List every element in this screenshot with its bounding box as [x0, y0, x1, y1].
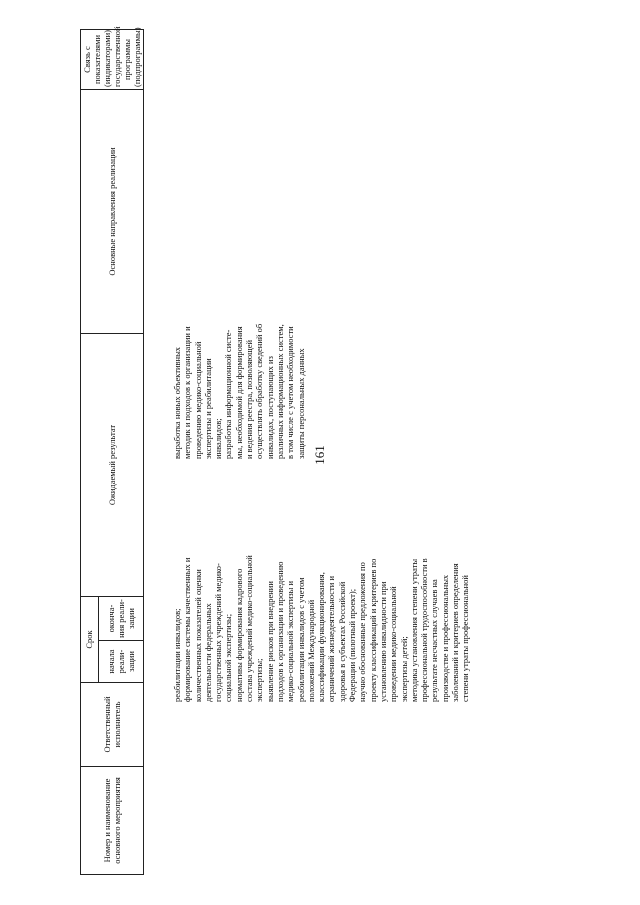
directions-line: и ведения реестра, позволяющей — [244, 339, 255, 459]
expected-result-line: нормативы формирования кадрового — [233, 568, 244, 702]
expected-result-line: установлению инвалидности при — [377, 581, 388, 702]
directions-line: проведению медико-социальной — [192, 341, 203, 459]
header-directions: Основные направления реализации — [81, 90, 144, 334]
expected-result-line: медико-социальной экспертизы и — [285, 580, 296, 702]
directions-line: выработка новых объективных — [172, 346, 182, 459]
expected-result-line: ограничений жизнедеятельности и — [326, 576, 337, 702]
expected-result-line: экспертизы; — [254, 658, 265, 702]
table-body-region — [170, 30, 470, 875]
directions-line: осуществлять обработку сведений об — [254, 323, 265, 459]
header-number-name: Номер и наименование основного мероприятия — [81, 767, 144, 875]
expected-result-line: методика установления степени утраты — [408, 558, 419, 702]
expected-result-line: реабилитации инвалидов с учетом — [295, 577, 306, 702]
expected-result-line: Федерации (пилотный проект); — [347, 588, 358, 702]
expected-result-line: положений Международной — [305, 599, 316, 702]
expected-result-line: деятельности федеральных — [202, 603, 213, 702]
expected-result-line: формирование системы качественных и — [182, 557, 193, 702]
expected-result-line: государственных учреждений медико- — [213, 563, 224, 702]
directions-line: в том числе с учетом необходимости — [285, 326, 296, 459]
expected-result-line: выявление рисков при внедрении — [264, 581, 275, 702]
expected-result-line: проведении медико-социальной — [388, 586, 399, 702]
directions-line: разработка информационной систе- — [223, 329, 234, 459]
expected-result-line: количественных показателей оценки — [192, 569, 203, 702]
directions-line: методик и подходов к организации и — [182, 326, 193, 459]
directions-line: экспертизы и реабилитации — [202, 358, 213, 459]
directions-line: инвалидах, поступающих из — [264, 356, 275, 459]
expected-result-line: подходов к организации и проведению — [274, 561, 285, 702]
directions-cell — [172, 259, 306, 459]
expected-result-cell — [172, 502, 471, 702]
expected-result-line: заболеваний и критериев определения — [450, 563, 461, 702]
expected-result-line: научно обоснованные предложения по — [357, 562, 368, 702]
page-number: 161 — [312, 445, 327, 465]
expected-result-line: социальной экспертизы; — [223, 613, 234, 702]
header-responsible: Ответственный исполнитель — [81, 683, 144, 767]
expected-result-line: производстве и профессиональных — [439, 574, 450, 702]
expected-result-line: экспертизы детей; — [398, 636, 409, 702]
expected-result-line: степени утраты профессиональной — [460, 575, 471, 702]
expected-result-line: реабилитации инвалидов; — [172, 608, 182, 702]
header-term-start: начала реали-зации — [98, 641, 143, 683]
table-header-region — [80, 26, 170, 875]
header-table — [80, 26, 144, 875]
directions-line: различных информационных систем, — [274, 324, 285, 459]
expected-result-line: профессиональной трудоспособности в — [419, 558, 430, 702]
header-expected-result: Ожидаемый результат — [81, 334, 144, 597]
directions-line: защиты персональных данных — [295, 348, 306, 459]
header-link: Связь с показателями (индикаторами) государственной программы (подпрограммы) — [81, 30, 144, 90]
directions-line: мы, необходимой для формирования — [233, 326, 244, 459]
header-term-end: оконча-ния реали-зации — [98, 597, 143, 641]
header-term: Срок — [81, 597, 99, 683]
expected-result-line: результате несчастных случаев на — [429, 579, 440, 702]
expected-result-line: состава учреждений медико-социальной — [244, 555, 255, 702]
directions-line: инвалидов; — [213, 418, 224, 459]
expected-result-line: здоровья в субъектах Российской — [336, 581, 347, 702]
expected-result-line: проекту классификаций и критериев по — [367, 558, 378, 702]
expected-result-line: классификации функционирования, — [316, 572, 327, 702]
